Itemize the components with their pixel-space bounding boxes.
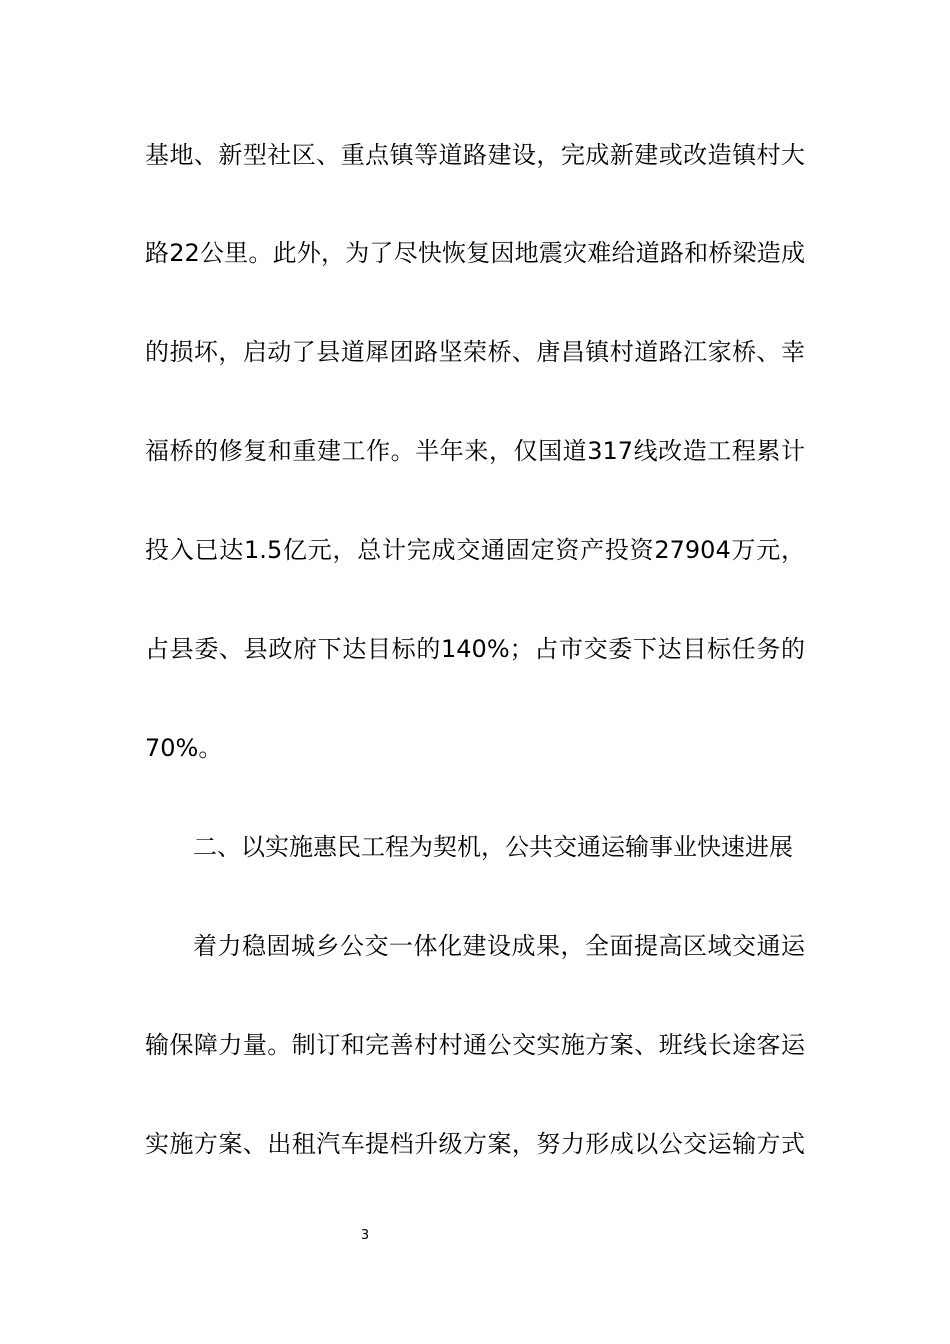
body-text-line-7: 70%。 xyxy=(145,734,223,762)
body-text-line-2: 路22公里。此外，为了尽快恢复因地震灾难给道路和桥梁造成 xyxy=(145,239,805,267)
body-text-line-1: 基地、新型社区、重点镇等道路建设，完成新建或改造镇村大 xyxy=(145,141,805,169)
body-text-line-3: 的损坏，启动了县道犀团路坚荣桥、唐昌镇村道路江家桥、幸 xyxy=(145,338,805,366)
body-text-line-4: 福桥的修复和重建工作。半年来，仅国道317线改造工程累计 xyxy=(145,437,805,465)
body-text-line-5: 投入已达1.5亿元，总计完成交通固定资产投资27904万元， xyxy=(145,536,805,564)
page-number: 3 xyxy=(360,1228,370,1243)
paragraph-line-1: 着力稳固城乡公交一体化建设成果，全面提高区域交通运 xyxy=(193,932,805,960)
paragraph-line-2: 输保障力量。制订和完善村村通公交实施方案、班线长途客运 xyxy=(145,1031,805,1059)
paragraph-line-3: 实施方案、出租汽车提档升级方案，努力形成以公交运输方式 xyxy=(145,1130,805,1158)
body-text-line-6: 占县委、县政府下达目标的140%；占市交委下达目标任务的 xyxy=(145,635,805,663)
section-heading: 二、以实施惠民工程为契机，公共交通运输事业快速进展 xyxy=(193,833,793,861)
